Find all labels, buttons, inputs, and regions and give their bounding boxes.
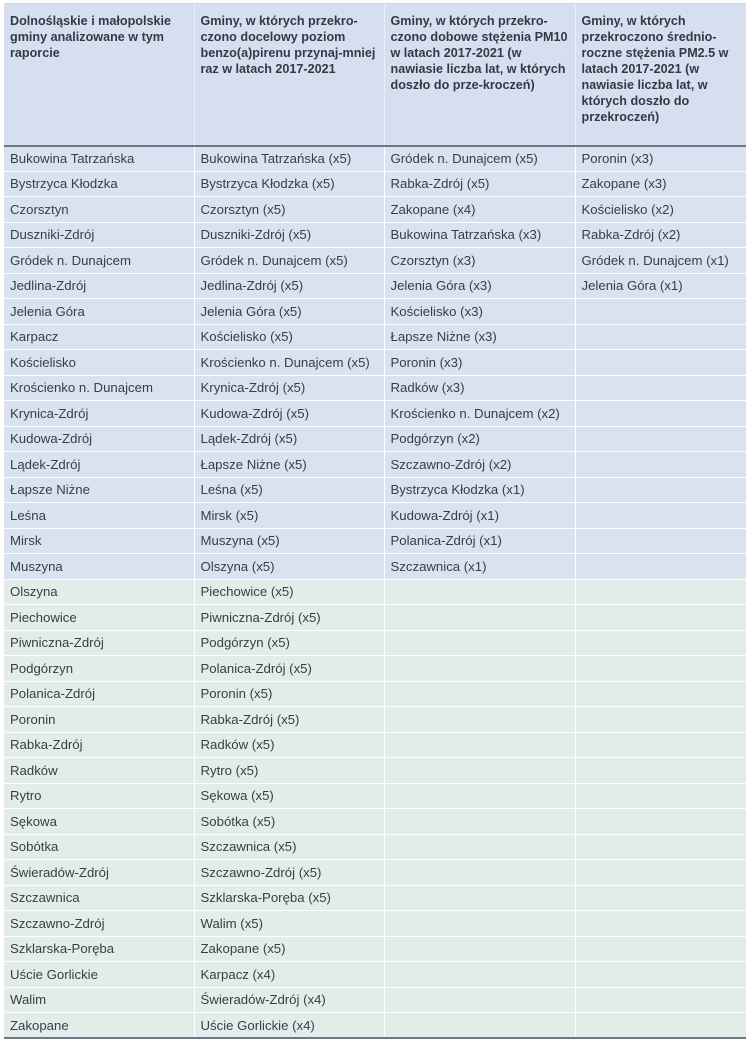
cell-pm10 <box>384 860 575 886</box>
table-row <box>4 732 746 758</box>
cell-analyzed-municipality: Podgórzyn <box>4 656 194 682</box>
cell-pm10: Bystrzyca Kłodzka (x1) <box>384 477 575 503</box>
cell-analyzed-municipality: Rytro <box>4 783 194 809</box>
cell-pm25: Jelenia Góra (x1) <box>575 273 746 299</box>
cell-benzo-a-pyrene: Rytro (x5) <box>194 758 384 784</box>
cell-analyzed-municipality: Bystrzyca Kłodzka <box>4 171 194 197</box>
cell-benzo-a-pyrene: Gródek n. Dunajcem (x5) <box>194 248 384 274</box>
cell-benzo-a-pyrene: Piechowice (x5) <box>194 579 384 605</box>
cell-analyzed-municipality: Szczawno-Zdrój <box>4 911 194 937</box>
cell-pm10 <box>384 834 575 860</box>
cell-benzo-a-pyrene: Czorsztyn (x5) <box>194 197 384 223</box>
cell-analyzed-municipality: Zakopane <box>4 1013 194 1039</box>
cell-benzo-a-pyrene: Mirsk (x5) <box>194 503 384 529</box>
cell-analyzed-municipality: Lądek-Zdrój <box>4 452 194 478</box>
cell-benzo-a-pyrene: Uście Gorlickie (x4) <box>194 1013 384 1039</box>
cell-pm10: Kościelisko (x3) <box>384 299 575 325</box>
cell-analyzed-municipality: Kudowa-Zdrój <box>4 426 194 452</box>
cell-pm25 <box>575 375 746 401</box>
cell-pm25: Kościelisko (x2) <box>575 197 746 223</box>
cell-pm25 <box>575 911 746 937</box>
table-row <box>4 962 746 988</box>
table-row <box>4 324 746 350</box>
cell-pm10 <box>384 911 575 937</box>
cell-benzo-a-pyrene: Polanica-Zdrój (x5) <box>194 656 384 682</box>
cell-analyzed-municipality: Poronin <box>4 707 194 733</box>
cell-pm10 <box>384 758 575 784</box>
table-row <box>4 452 746 478</box>
cell-pm25 <box>575 732 746 758</box>
table-row <box>4 222 746 248</box>
cell-benzo-a-pyrene: Podgórzyn (x5) <box>194 630 384 656</box>
cell-benzo-a-pyrene: Poronin (x5) <box>194 681 384 707</box>
table-row <box>4 426 746 452</box>
cell-analyzed-municipality: Kościelisko <box>4 350 194 376</box>
table-row <box>4 911 746 937</box>
cell-pm25 <box>575 987 746 1013</box>
cell-pm25 <box>575 350 746 376</box>
cell-pm25 <box>575 324 746 350</box>
cell-pm25 <box>575 1013 746 1039</box>
cell-pm25 <box>575 503 746 529</box>
cell-analyzed-municipality: Muszyna <box>4 554 194 580</box>
table-row <box>4 197 746 223</box>
table-row <box>4 299 746 325</box>
cell-pm10: Szczawno-Zdrój (x2) <box>384 452 575 478</box>
cell-analyzed-municipality: Łapsze Niżne <box>4 477 194 503</box>
cell-benzo-a-pyrene: Bukowina Tatrzańska (x5) <box>194 146 384 172</box>
cell-pm25 <box>575 605 746 631</box>
cell-pm25 <box>575 962 746 988</box>
table-row <box>4 146 746 172</box>
cell-benzo-a-pyrene: Lądek-Zdrój (x5) <box>194 426 384 452</box>
table-header <box>4 4 746 146</box>
table-row <box>4 554 746 580</box>
cell-benzo-a-pyrene: Szczawnica (x5) <box>194 834 384 860</box>
header-benzo-a-pyrene: Gminy, w których przekro-czono docelowy poziom benzo(a)pirenu przynaj-mniej raz w latach 2017-2021 <box>194 4 384 146</box>
cell-benzo-a-pyrene: Duszniki-Zdrój (x5) <box>194 222 384 248</box>
cell-pm10: Łapsze Niżne (x3) <box>384 324 575 350</box>
cell-pm25 <box>575 401 746 427</box>
cell-pm10 <box>384 605 575 631</box>
cell-pm25: Poronin (x3) <box>575 146 746 172</box>
cell-analyzed-municipality: Rabka-Zdrój <box>4 732 194 758</box>
cell-pm25 <box>575 936 746 962</box>
cell-analyzed-municipality: Bukowina Tatrzańska <box>4 146 194 172</box>
cell-benzo-a-pyrene: Bystrzyca Kłodzka (x5) <box>194 171 384 197</box>
cell-pm25 <box>575 860 746 886</box>
table-row <box>4 579 746 605</box>
cell-benzo-a-pyrene: Jedlina-Zdrój (x5) <box>194 273 384 299</box>
cell-pm25 <box>575 681 746 707</box>
table-row <box>4 630 746 656</box>
cell-benzo-a-pyrene: Karpacz (x4) <box>194 962 384 988</box>
cell-pm25 <box>575 834 746 860</box>
table-row <box>4 171 746 197</box>
table-row <box>4 783 746 809</box>
cell-pm25 <box>575 758 746 784</box>
cell-pm10: Szczawnica (x1) <box>384 554 575 580</box>
cell-benzo-a-pyrene: Radków (x5) <box>194 732 384 758</box>
table-row <box>4 605 746 631</box>
cell-analyzed-municipality: Piechowice <box>4 605 194 631</box>
cell-analyzed-municipality: Radków <box>4 758 194 784</box>
cell-analyzed-municipality: Polanica-Zdrój <box>4 681 194 707</box>
cell-analyzed-municipality: Karpacz <box>4 324 194 350</box>
cell-pm10 <box>384 579 575 605</box>
cell-pm10: Czorsztyn (x3) <box>384 248 575 274</box>
cell-benzo-a-pyrene: Rabka-Zdrój (x5) <box>194 707 384 733</box>
cell-analyzed-municipality: Szklarska-Poręba <box>4 936 194 962</box>
cell-benzo-a-pyrene: Jelenia Góra (x5) <box>194 299 384 325</box>
cell-pm10 <box>384 707 575 733</box>
table-row <box>4 375 746 401</box>
cell-pm10 <box>384 936 575 962</box>
cell-pm25 <box>575 656 746 682</box>
table-row <box>4 936 746 962</box>
cell-benzo-a-pyrene: Krynica-Zdrój (x5) <box>194 375 384 401</box>
cell-benzo-a-pyrene: Sobótka (x5) <box>194 809 384 835</box>
cell-pm10 <box>384 809 575 835</box>
table-row <box>4 503 746 529</box>
table-row <box>4 528 746 554</box>
cell-pm25 <box>575 783 746 809</box>
cell-analyzed-municipality: Olszyna <box>4 579 194 605</box>
cell-benzo-a-pyrene: Walim (x5) <box>194 911 384 937</box>
cell-analyzed-municipality: Jelenia Góra <box>4 299 194 325</box>
cell-pm25: Rabka-Zdrój (x2) <box>575 222 746 248</box>
cell-benzo-a-pyrene: Piwniczna-Zdrój (x5) <box>194 605 384 631</box>
cell-analyzed-municipality: Sobótka <box>4 834 194 860</box>
cell-pm10 <box>384 783 575 809</box>
table-row <box>4 834 746 860</box>
cell-pm10: Rabka-Zdrój (x5) <box>384 171 575 197</box>
cell-analyzed-municipality: Szczawnica <box>4 885 194 911</box>
cell-pm10 <box>384 656 575 682</box>
cell-pm10 <box>384 1013 575 1039</box>
cell-pm25 <box>575 707 746 733</box>
cell-pm10: Bukowina Tatrzańska (x3) <box>384 222 575 248</box>
cell-benzo-a-pyrene: Kudowa-Zdrój (x5) <box>194 401 384 427</box>
table-row <box>4 656 746 682</box>
cell-benzo-a-pyrene: Leśna (x5) <box>194 477 384 503</box>
cell-pm10 <box>384 987 575 1013</box>
cell-benzo-a-pyrene: Szklarska-Poręba (x5) <box>194 885 384 911</box>
cell-pm25 <box>575 452 746 478</box>
cell-pm10: Jelenia Góra (x3) <box>384 273 575 299</box>
cell-analyzed-municipality: Sękowa <box>4 809 194 835</box>
cell-pm10 <box>384 962 575 988</box>
cell-benzo-a-pyrene: Szczawno-Zdrój (x5) <box>194 860 384 886</box>
cell-pm25 <box>575 554 746 580</box>
cell-pm25 <box>575 579 746 605</box>
cell-pm25 <box>575 426 746 452</box>
table-row <box>4 350 746 376</box>
cell-pm10 <box>384 630 575 656</box>
table-row <box>4 707 746 733</box>
table-row <box>4 401 746 427</box>
cell-pm10: Zakopane (x4) <box>384 197 575 223</box>
table-row <box>4 273 746 299</box>
cell-benzo-a-pyrene: Muszyna (x5) <box>194 528 384 554</box>
cell-benzo-a-pyrene: Sękowa (x5) <box>194 783 384 809</box>
cell-pm25 <box>575 630 746 656</box>
cell-pm10 <box>384 681 575 707</box>
cell-benzo-a-pyrene: Łapsze Niżne (x5) <box>194 452 384 478</box>
table-row <box>4 809 746 835</box>
cell-pm25 <box>575 809 746 835</box>
cell-analyzed-municipality: Duszniki-Zdrój <box>4 222 194 248</box>
table-row <box>4 758 746 784</box>
cell-analyzed-municipality: Czorsztyn <box>4 197 194 223</box>
cell-pm10: Poronin (x3) <box>384 350 575 376</box>
document-page <box>4 3 746 1039</box>
cell-analyzed-municipality: Krościenko n. Dunajcem <box>4 375 194 401</box>
cell-pm25 <box>575 528 746 554</box>
table-row <box>4 885 746 911</box>
cell-benzo-a-pyrene: Zakopane (x5) <box>194 936 384 962</box>
table-row <box>4 248 746 274</box>
table-row <box>4 987 746 1013</box>
cell-benzo-a-pyrene: Świeradów-Zdrój (x4) <box>194 987 384 1013</box>
table-row <box>4 477 746 503</box>
header-pm10-daily: Gminy, w których przekro-czono dobowe stężenia PM10 w latach 2017-2021 (w nawiasie liczba lat, w których doszło do prze-kroczeń) <box>384 4 575 146</box>
cell-pm25: Zakopane (x3) <box>575 171 746 197</box>
table-row <box>4 1013 746 1039</box>
cell-analyzed-municipality: Piwniczna-Zdrój <box>4 630 194 656</box>
cell-benzo-a-pyrene: Krościenko n. Dunajcem (x5) <box>194 350 384 376</box>
cell-pm10 <box>384 732 575 758</box>
cell-analyzed-municipality: Uście Gorlickie <box>4 962 194 988</box>
cell-pm10: Podgórzyn (x2) <box>384 426 575 452</box>
cell-pm10: Kudowa-Zdrój (x1) <box>384 503 575 529</box>
cell-pm10: Krościenko n. Dunajcem (x2) <box>384 401 575 427</box>
cell-analyzed-municipality: Mirsk <box>4 528 194 554</box>
cell-pm25 <box>575 477 746 503</box>
cell-analyzed-municipality: Krynica-Zdrój <box>4 401 194 427</box>
table-row <box>4 681 746 707</box>
cell-pm25 <box>575 885 746 911</box>
header-pm25-annual: Gminy, w których przekroczono średnio-roczne stężenia PM2.5 w latach 2017-2021 (w nawiasie liczba lat, w których doszło do przekroczeń) <box>575 4 746 146</box>
cell-benzo-a-pyrene: Olszyna (x5) <box>194 554 384 580</box>
cell-pm10 <box>384 885 575 911</box>
cell-analyzed-municipality: Gródek n. Dunajcem <box>4 248 194 274</box>
cell-analyzed-municipality: Leśna <box>4 503 194 529</box>
cell-pm25 <box>575 299 746 325</box>
cell-benzo-a-pyrene: Kościelisko (x5) <box>194 324 384 350</box>
cell-analyzed-municipality: Świeradów-Zdrój <box>4 860 194 886</box>
header-analyzed-municipalities: Dolnośląskie i małopolskie gminy analizowane w tym raporcie <box>4 4 194 146</box>
cell-analyzed-municipality: Jedlina-Zdrój <box>4 273 194 299</box>
cell-pm10: Radków (x3) <box>384 375 575 401</box>
header-row <box>4 4 746 146</box>
table-row <box>4 860 746 886</box>
table-body <box>4 146 746 1039</box>
cell-pm25: Gródek n. Dunajcem (x1) <box>575 248 746 274</box>
cell-pm10: Polanica-Zdrój (x1) <box>384 528 575 554</box>
cell-analyzed-municipality: Walim <box>4 987 194 1013</box>
municipalities-table <box>4 3 746 1039</box>
cell-pm10: Gródek n. Dunajcem (x5) <box>384 146 575 172</box>
